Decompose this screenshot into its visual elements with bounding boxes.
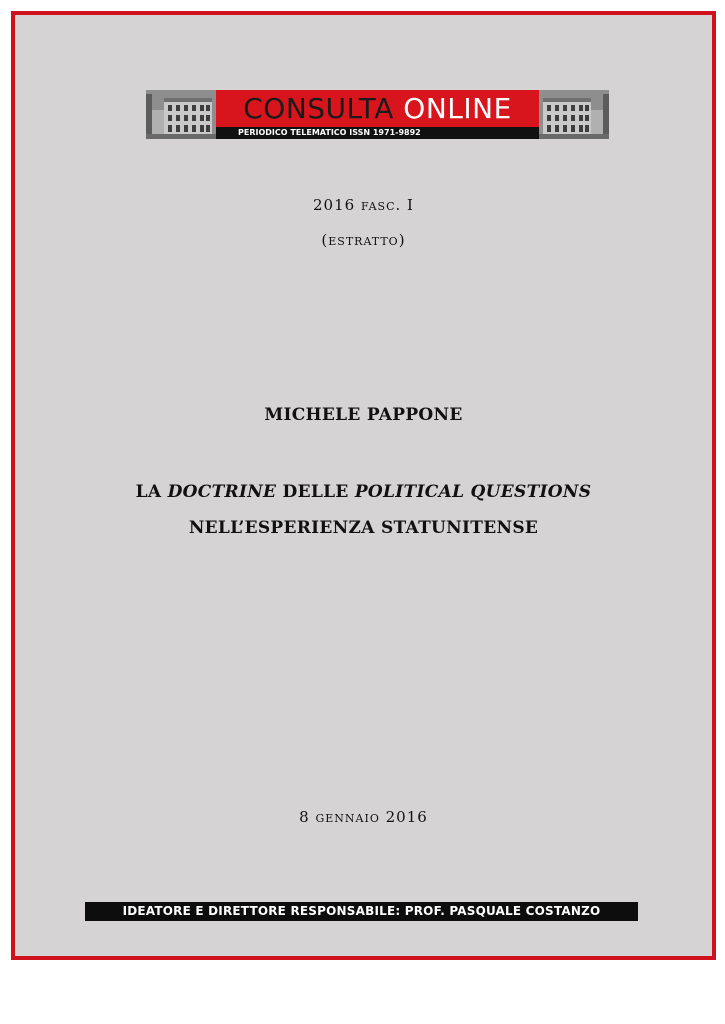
issue-label: 2016 fasc. I [313,196,414,214]
author-name: MICHELE PAPPONE [264,405,463,425]
footer-director-bar: IDEATORE E DIRETTORE RESPONSABILE: PROF. PASQUALE COSTANZO [85,902,638,921]
masthead-title: CONSULTA ONLINE [243,92,512,125]
extract-label: (estratto) [321,231,406,249]
palazzo-consulta-image [146,90,216,139]
article-title-line-1: LA DOCTRINE DELLE POLITICAL QUESTIONS [135,482,592,502]
masthead-subtitle: PERIODICO TELEMATICO ISSN 1971-9892 [238,128,421,137]
palazzo-consulta-image [539,90,609,139]
publication-date: 8 gennaio 2016 [299,808,428,826]
masthead-banner [216,90,539,139]
article-title-line-2: NELL’ESPERIENZA STATUNITENSE [188,518,539,538]
masthead-logo [146,90,609,139]
